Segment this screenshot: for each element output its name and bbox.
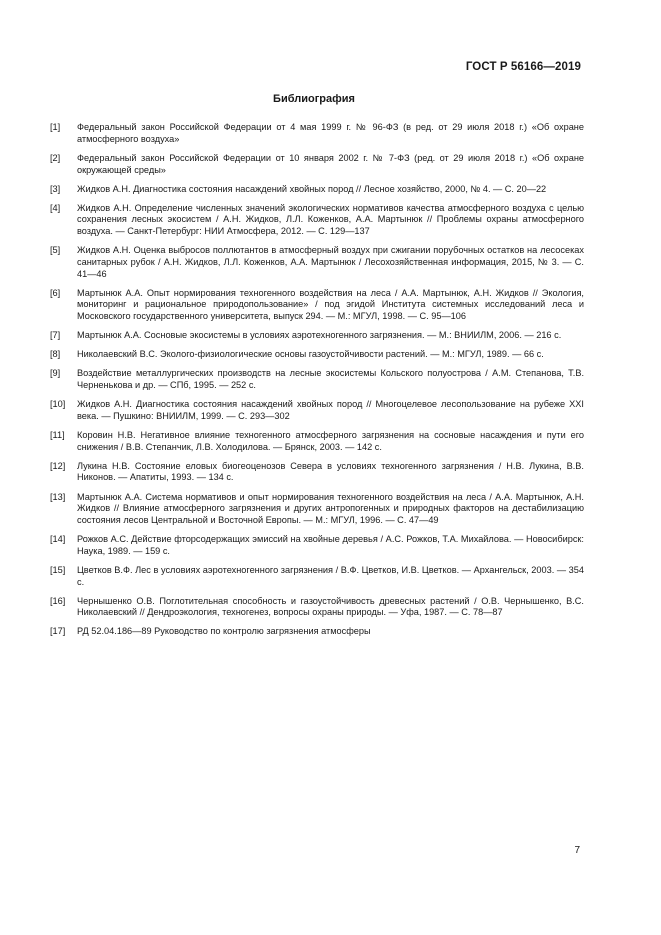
bibliography-entry bbox=[50, 330, 584, 342]
entry-number: [14] bbox=[50, 534, 66, 545]
entry-number: [6] bbox=[50, 287, 61, 298]
entry-number: [9] bbox=[50, 368, 61, 379]
entry-text: Мартынюк А.А. Система нормативов и опыт нормирования техногенного воздействия на леса / А.А. Мартынюк, А.Н. Жидков // Влияние атмосферного загрязнения и других антропогенных и природных факторов на дестабилизацию состояния лесов Центральной и Восточной Европы. — М.: МГУЛ, 1996. — С. 47—49 bbox=[77, 491, 584, 525]
bibliography-entry bbox=[50, 565, 584, 588]
entry-number: [15] bbox=[50, 564, 66, 575]
entry-text: Рожков А.С. Действие фторсодержащих эмиссий на хвойные деревья / А.С. Рожков, Т.А. Михайлова. — Новосибирск: Наука, 1989. — 159 с. bbox=[77, 534, 584, 556]
bibliography-entry bbox=[50, 245, 584, 280]
entry-number: [5] bbox=[50, 245, 61, 256]
bibliography-entry bbox=[50, 153, 584, 176]
entry-text: Мартынюк А.А. Сосновые экосистемы в условиях аэротехногенного загрязнения. — М.: ВНИИЛМ, 2006. — 216 с. bbox=[77, 330, 562, 341]
entry-text: Воздействие металлургических производств на лесные экосистемы Кольского полуострова / А.М. Степанова, Т.В. Черненькова и др. — СПб, 1995. — 252 с. bbox=[77, 368, 584, 391]
entry-number: [13] bbox=[50, 491, 66, 502]
bibliography-entry bbox=[50, 184, 584, 196]
entry-text: Мартынюк А.А. Опыт нормирования техногенного воздействия на леса / А.А. Мартынюк, А.Н. Жидков // Экология, мониторинг и рациональное природопользование» / под эгидой Института системных исследований леса и Московского государственного университета, выпуск 294. — М.: МГУЛ, 1998. — С. 95—106 bbox=[77, 287, 584, 322]
bibliography-entry bbox=[50, 122, 584, 145]
entry-text: Федеральный закон Российской Федерации от 10 января 2002 г. № 7-ФЗ (ред. от 29 июля 2018 г.) «Об охране окружающей среды» bbox=[77, 152, 584, 175]
bibliography-entry bbox=[50, 430, 584, 453]
bibliography-entry bbox=[50, 596, 584, 619]
entry-text: Жидков А.Н. Оценка выбросов поллютантов в атмосферный воздух при сжигании порубочных остатков на лесосеках санитарных рубок / А.Н. Жидков, Л.Л. Коженков, А.А. Мартынюк / Лесохозяйственная информация, 2015, № 3. — С. 41—46 bbox=[77, 245, 584, 279]
page-number: 7 bbox=[574, 845, 580, 856]
bibliography-entry bbox=[50, 461, 584, 484]
entry-number: [3] bbox=[50, 183, 61, 194]
bibliography-entry bbox=[50, 368, 584, 391]
section-title: Библиография bbox=[273, 93, 355, 105]
entry-text: Николаевский В.С. Эколого-физиологические основы газоустойчивости растений. — М.: МГУЛ, 1989. — 66 с. bbox=[77, 349, 544, 360]
entry-text: Чернышенко О.В. Поглотительная способность и газоустойчивость древесных растений / О.В. Чернышенко, В.С. Николаевский // Дендроэкология, техногенез, вопросы охраны природы. — Уфа, 1987. — С. 78—87 bbox=[77, 595, 584, 618]
entry-number: [11] bbox=[50, 429, 65, 440]
entry-number: [1] bbox=[50, 122, 61, 132]
entry-number: [17] bbox=[50, 626, 66, 637]
bibliography-entry bbox=[50, 349, 584, 361]
entry-text: Цветков В.Ф. Лес в условиях аэротехногенного загрязнения / В.Ф. Цветков, И.В. Цветков. — Архангельск, 2003. — 354 с. bbox=[77, 564, 584, 587]
bibliography-list bbox=[50, 122, 584, 646]
entry-text: РД 52.04.186—89 Руководство по контролю загрязнения атмосферы bbox=[77, 626, 371, 637]
entry-number: [12] bbox=[50, 460, 66, 471]
entry-number: [8] bbox=[50, 349, 61, 360]
bibliography-entry bbox=[50, 399, 584, 422]
entry-number: [2] bbox=[50, 152, 61, 163]
entry-text: Лукина Н.В. Состояние еловых биогеоценозов Севера в условиях техногенного загрязнения / Н.В. Лукина, В.В. Никонов. — Апатиты, 1993. — 134 с. bbox=[77, 460, 584, 483]
entry-number: [4] bbox=[50, 202, 61, 213]
bibliography-entry bbox=[50, 626, 584, 638]
entry-text: Коровин Н.В. Негативное влияние техногенного атмосферного загрязнения на сосновые насаждения и пути его снижения / В.В. Степанчик, Л.В. Холодилова. — Брянск, 2003. — 142 с. bbox=[77, 429, 584, 452]
bibliography-entry bbox=[50, 534, 584, 557]
bibliography-entry bbox=[50, 203, 584, 238]
document-code: ГОСТ Р 56166—2019 bbox=[465, 61, 581, 73]
entry-number: [7] bbox=[50, 330, 61, 341]
entry-text: Жидков А.Н. Диагностика состояния насаждений хвойных пород // Многоцелевое лесопользование на рубеже XXI века. — Пушкино: ВНИИЛМ, 1999. — С. 293—302 bbox=[77, 399, 584, 421]
bibliography-entry bbox=[50, 492, 584, 527]
entry-text: Жидков А.Н. Определение численных значений экологических нормативов качества атмосферного воздуха с целью сохранения лесных экосистем / А.Н. Жидков, Л.Л. Коженков, А.А. Мартынюк // Проблемы охраны атмосферного воздуха. — Санкт-Петербург: НИИ Атмосфера, 2012. — С. 129—137 bbox=[77, 202, 584, 237]
entry-text: Федеральный закон Российской Федерации от 4 мая 1999 г. № 96-ФЗ (в ред. от 29 июля 2018 г.) «Об охране атмосферного воздуха» bbox=[77, 122, 584, 144]
entry-number: [10] bbox=[50, 399, 66, 410]
entry-text: Жидков А.Н. Диагностика состояния насаждений хвойных пород // Лесное хозяйство, 2000, № 4. — С. 20—22 bbox=[77, 183, 547, 194]
bibliography-entry bbox=[50, 288, 584, 323]
entry-number: [16] bbox=[50, 595, 66, 606]
